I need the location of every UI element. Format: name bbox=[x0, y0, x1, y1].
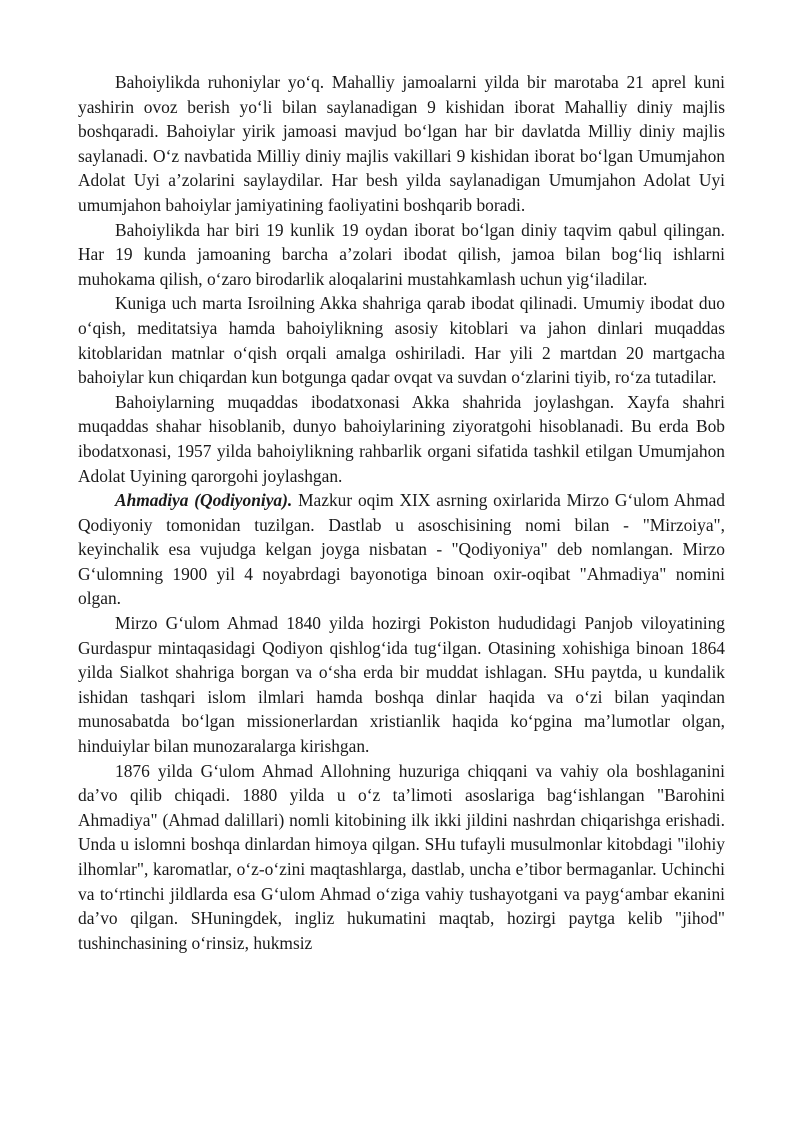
paragraph-text: 1876 yilda G‘ulom Ahmad Allohning huzuriga chiqqani va vahiy ola boshlaganini da’vo qilib chiqadi. 1880 yilda u o‘z ta’limoti asoslariga bag‘ishlangan "Barohini Ahmadiya" (Ahmad dalillari) nomli kitobining ilk ikki jildini nashrdan chiqarishga erishadi. Unda u islomni boshqa dinlardan himoya qilgan. SHu tufayli musulmonlar kitobdagi "ilohiy ilhomlar", karomatlar, o‘z-o‘zini maqtashlarga, dastlab, uncha e’tibor bermaganlar. Uchinchi va to‘rtinchi jildlarda esa G‘ulom Ahmad o‘ziga vahiy tushayotgani va payg‘ambar ekanini da’vo qilgan. SHuningdek, ingliz hukumatini maqtab, hozirgi paytga kelib "jihod" tushinchasining o‘rinsiz, hukmsiz bbox=[78, 760, 725, 953]
paragraph-4 bbox=[78, 390, 725, 488]
paragraph-text: Bahoiylikda ruhoniylar yo‘q. Mahalliy jamoalarni yilda bir marotaba 21 aprel kuni yashirin ovoz berish yo‘li bilan saylanadigan 9 kishidan iborat Mahalliy diniy majlis boshqaradi. Bahoiylar yirik jamoasi mavjud bo‘lgan har bir davlatda Milliy diniy majlis saylanadi. O‘z navbatida Milliy diniy majlis vakillari 9 kishidan iborat bo‘lgan Umumjahon Adolat Uyi a’zolarini saylaydilar. Har besh yilda saylanadigan Umumjahon Adolat Uyi umumjahon bahoiylar jamiyatining faoliyatini boshqarib boradi. bbox=[78, 72, 725, 215]
paragraph-5 bbox=[78, 488, 725, 611]
paragraph-text: Kuniga uch marta Isroilning Akka shahriga qarab ibodat qilinadi. Umumiy ibodat duo o‘qish, meditatsiya hamda bahoiylikning asosiy kitoblari va jahon dinlari muqaddas kitoblaridan matnlar o‘qish orqali amalga oshiriladi. Har yili 2 martdan 20 martgacha bahoiylar kun chiqardan kun botgunga qadar ovqat va suvdan o‘zlarini tiyib, ro‘za tutadilar. bbox=[78, 293, 725, 388]
paragraph-3 bbox=[78, 291, 725, 389]
paragraph-7 bbox=[78, 759, 725, 956]
paragraph-text: Bahoiylarning muqaddas ibodatxonasi Akka shahrida joylashgan. Xayfa shahri muqaddas shahar hisoblanib, dunyo bahoiylarining ziyoratgohi hisoblanadi. Bu erda Bob ibodatxonasi, 1957 yilda bahoiylikning rahbarlik organi sifatida tashkil etilgan Umumjahon Adolat Uyining qarorgohi joylashgan. bbox=[78, 391, 725, 486]
paragraph-text: Mirzo G‘ulom Ahmad 1840 yilda hozirgi Pokiston hududidagi Panjob viloyatining Gurdaspur mintaqasidagi Qodiyon qishlog‘ida tug‘ilgan. Otasining xohishiga binoan 1864 yilda Sialkot shahriga borgan va o‘sha erda bir muddat ishlagan. SHu paytda, u kundalik ishidan tashqari islom ilmlari hamda boshqa dinlar haqida va o‘zi bilan yaqindan munosabatda bo‘lgan missionerlardan xristianlik haqida ko‘pgina ma’lumotlar olgan, hinduiylar bilan munozaralarga kirishgan. bbox=[78, 613, 725, 757]
section-heading-ahmadiya: Ahmadiya (Qodiyoniya). bbox=[115, 490, 293, 511]
paragraph-2 bbox=[78, 218, 725, 292]
paragraph-text: Mazkur oqim XIX asrning oxirlarida Mirzo G‘ulom Ahmad Qodiyoniy tomonidan tuzilgan. Dastlab u asoschisining nomi bilan - "Mirzoiya", keyinchalik esa vujudga kelgan joyga nisbatan - "Qodiyoniya" deb nomlangan. Mirzo G‘ulomning 1900 yil 4 noyabrdagi bayonotiga binoan oxir-oqibat "Ahmadiya" nomini olgan. bbox=[78, 490, 726, 609]
paragraph-text: Bahoiylikda har biri 19 kunlik 19 oydan iborat bo‘lgan diniy taqvim qabul qilingan. Har 19 kunda jamoaning barcha a’zolari ibodat qilish, jamoa bilan bog‘liq ishlarni muhokama qilish, o‘zaro birodarlik aloqalarini mustahkamlash uchun yig‘iladilar. bbox=[78, 219, 725, 289]
paragraph-1 bbox=[78, 70, 725, 218]
paragraph-6 bbox=[78, 611, 725, 759]
